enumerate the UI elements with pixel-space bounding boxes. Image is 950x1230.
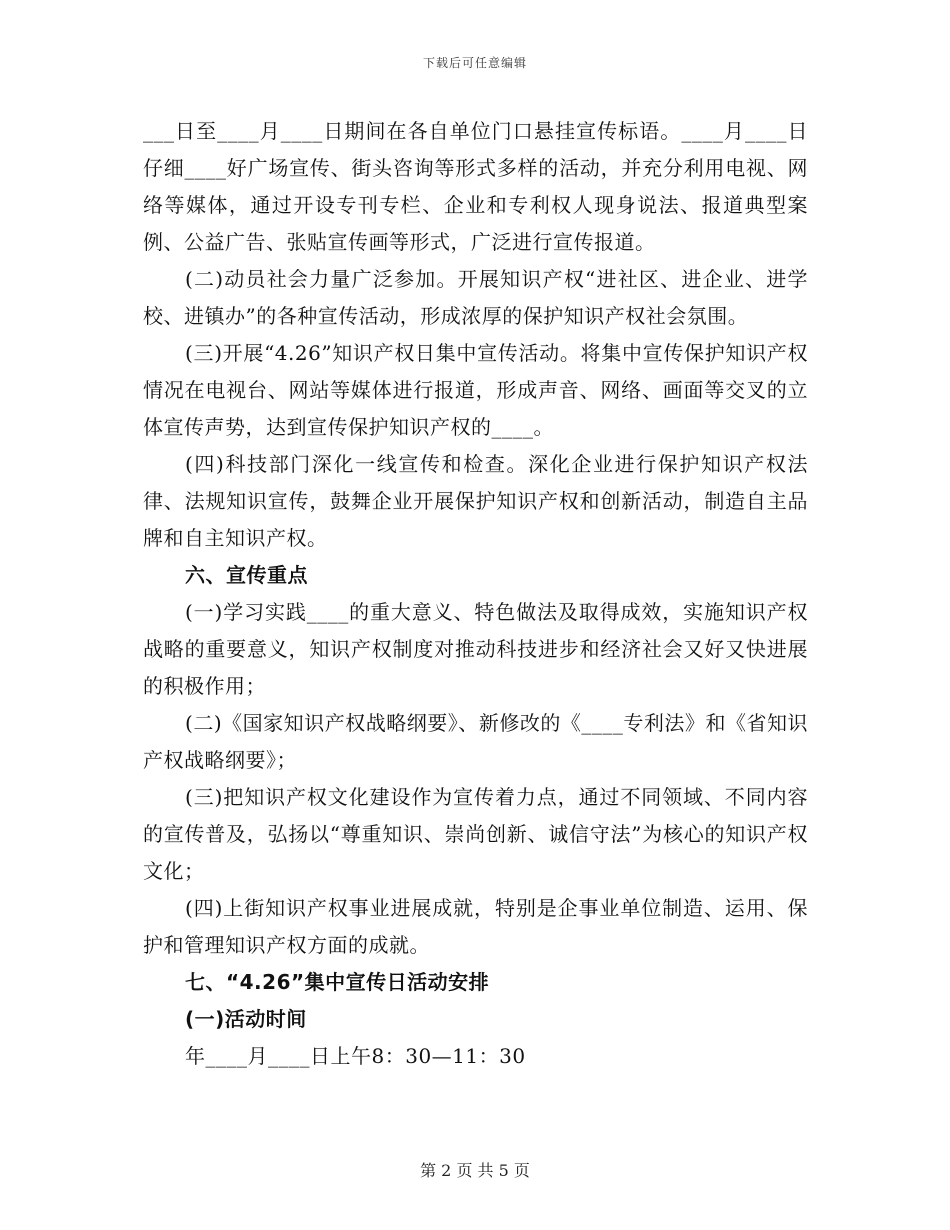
- activity-time-line: 年____月____日上午8：30—11：30: [185, 1044, 526, 1068]
- section-6-item-2: (二)《国家知识产权战略纲要》、新修改的《____专利法》和《省知识产权战略纲要》；: [143, 711, 808, 772]
- section-7-sub-heading: (一)活动时间: [185, 1007, 307, 1031]
- section-6-item-1: (一)学习实践____的重大意义、特色做法及取得成效，实施知识产权战略的重要意义，知识产权制度对推动科技进步和经济社会又好又快进展的积极作用；: [143, 600, 808, 698]
- section-7-heading: 七、“4.26”集中宣传日活动安排: [185, 970, 490, 994]
- page-header: 下载后可任意编辑: [422, 56, 527, 70]
- page-footer: 第 2 页 共 5 页: [420, 1161, 530, 1180]
- section-6-heading: 六、宣传重点: [185, 563, 308, 587]
- paragraph-item-2: (二)动员社会力量广泛参加。开展知识产权“进社区、进企业、进学校、进镇办”的各种宣传活动，形成浓厚的保护知识产权社会氛围。: [143, 267, 808, 328]
- paragraph-item-4: (四)科技部门深化一线宣传和检查。深化企业进行保护知识产权法律、法规知识宣传，鼓舞企业开展保护知识产权和创新活动，制造自主品牌和自主知识产权。: [143, 452, 808, 550]
- paragraph-continuation: ___日至____月____日期间在各自单位门口悬挂宣传标语。____月____日仔细____好广场宣传、街头咨询等形式多样的活动，并充分利用电视、网络等媒体，通过开设专刊专栏、企业和专利权人现身说法、报道典型案例、公益广告、张贴宣传画等形式，广泛进行宣传报道。: [143, 119, 808, 254]
- section-6-item-3: (三)把知识产权文化建设作为宣传着力点，通过不同领域、不同内容的宣传普及，弘扬以“尊重知识、崇尚创新、诚信守法”为核心的知识产权文化；: [143, 785, 808, 883]
- document-body: [143, 113, 808, 1075]
- section-6-item-4: (四)上街知识产权事业进展成就，特别是企事业单位制造、运用、保护和管理知识产权方面的成就。: [143, 896, 808, 957]
- paragraph-item-3: (三)开展“4.26”知识产权日集中宣传活动。将集中宣传保护知识产权情况在电视台、网站等媒体进行报道，形成声音、网络、画面等交叉的立体宣传声势，达到宣传保护知识产权的____。: [143, 341, 808, 439]
